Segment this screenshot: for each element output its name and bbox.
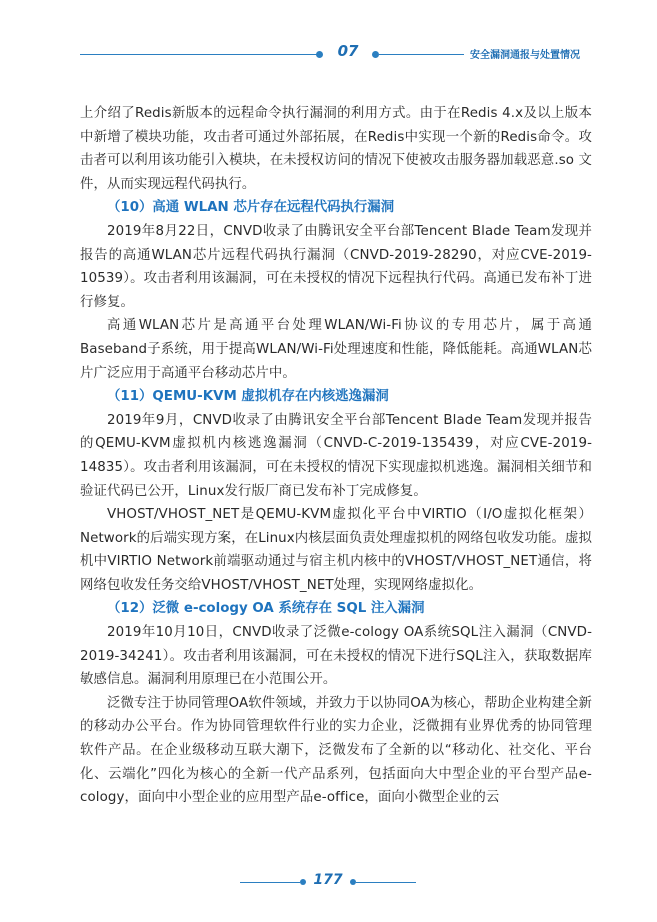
- paragraph: 2019年10月10日，CNVD收录了泛微e-cology OA系统SQL注入漏洞（CNVD-2019-34241）。攻击者利用该漏洞，可在未授权的情况下进行SQL注入，获取数据库敏感信息。漏洞利用原理已在小范围公开。: [80, 625, 592, 688]
- section-heading-10: （10）高通 WLAN 芯片存在远程代码执行漏洞: [107, 200, 395, 216]
- body-text: [80, 102, 592, 810]
- page-footer: [0, 872, 657, 892]
- footer-rule-left: [240, 882, 300, 883]
- header-rule-left: [80, 54, 320, 55]
- paragraph: 高通WLAN芯片是高通平台处理WLAN/Wi-Fi协议的专用芯片，属于高通Baseband子系统，用于提高WLAN/Wi-Fi处理速度和性能，降低能耗。高通WLAN芯片广泛应用于高通平台移动芯片中。: [80, 318, 592, 381]
- paragraph: 2019年8月22日，CNVD收录了由腾讯安全平台部Tencent Blade Team发现并报告的高通WLAN芯片远程代码执行漏洞（CNVD-2019-28290，对应CVE-2019-10539）。攻击者利用该漏洞，可在未授权的情况下远程执行代码。高通已发布补丁进行修复。: [80, 223, 592, 310]
- chapter-title: 安全漏洞通报与处置情况: [470, 50, 580, 61]
- section-heading-11: （11）QEMU-KVM 虚拟机存在内核逃逸漏洞: [107, 389, 389, 405]
- header-dot-right: [372, 51, 379, 58]
- section-heading-12: （12）泛微 e-cology OA 系统存在 SQL 注入漏洞: [107, 601, 425, 617]
- paragraph: 上介绍了Redis新版本的远程命令执行漏洞的利用方式。由于在Redis 4.x及以上版本中新增了模块功能，攻击者可通过外部拓展，在Redis中实现一个新的Redis命令。攻击者可以利用该功能引入模块，在未授权访问的情况下使被攻击服务器加载恶意.so 文件，从而实现远程代码执行。: [80, 106, 592, 192]
- footer-rule-right: [356, 882, 416, 883]
- header-dot-left: [316, 51, 323, 58]
- page-number: 177: [313, 872, 343, 888]
- chapter-number: 07: [337, 42, 359, 60]
- header-rule-right: [379, 54, 464, 55]
- paragraph: 2019年9月，CNVD收录了由腾讯安全平台部Tencent Blade Team发现并报告的QEMU-KVM虚拟机内核逃逸漏洞（CNVD-C-2019-135439，对应CVE-2019-14835）。攻击者利用该漏洞，可在未授权的情况下实现虚拟机逃逸。漏洞相关细节和验证代码已公开，Linux发行版厂商已发布补丁完成修复。: [80, 412, 592, 499]
- footer-dot-left: [300, 879, 306, 885]
- paragraph: VHOST/VHOST_NET是QEMU-KVM虚拟化平台中VIRTIO（I/O虚拟化框架）Network的后端实现方案，在Linux内核层面负责处理虚拟机的网络包收发功能。虚拟机中VIRTIO Network前端驱动通过与宿主机内核中的VHOST/VHOST_NET通信，将网络包收发任务交给VHOST/VHOST_NET处理，实现网络虚拟化。: [80, 507, 592, 593]
- paragraph: 泛微专注于协同管理OA软件领域，并致力于以协同OA为核心，帮助企业构建全新的移动办公平台。作为协同管理软件行业的实力企业，泛微拥有业界优秀的协同管理软件产品。在企业级移动互联大潮下，泛微发布了全新的以“移动化、社交化、平台化、云端化”四化为核心的全新一代产品系列，包括面向大中型企业的平台型产品e-cology，面向中小型企业的应用型产品e-office，面向小微型企业的云: [80, 695, 592, 806]
- page-header: [0, 40, 657, 70]
